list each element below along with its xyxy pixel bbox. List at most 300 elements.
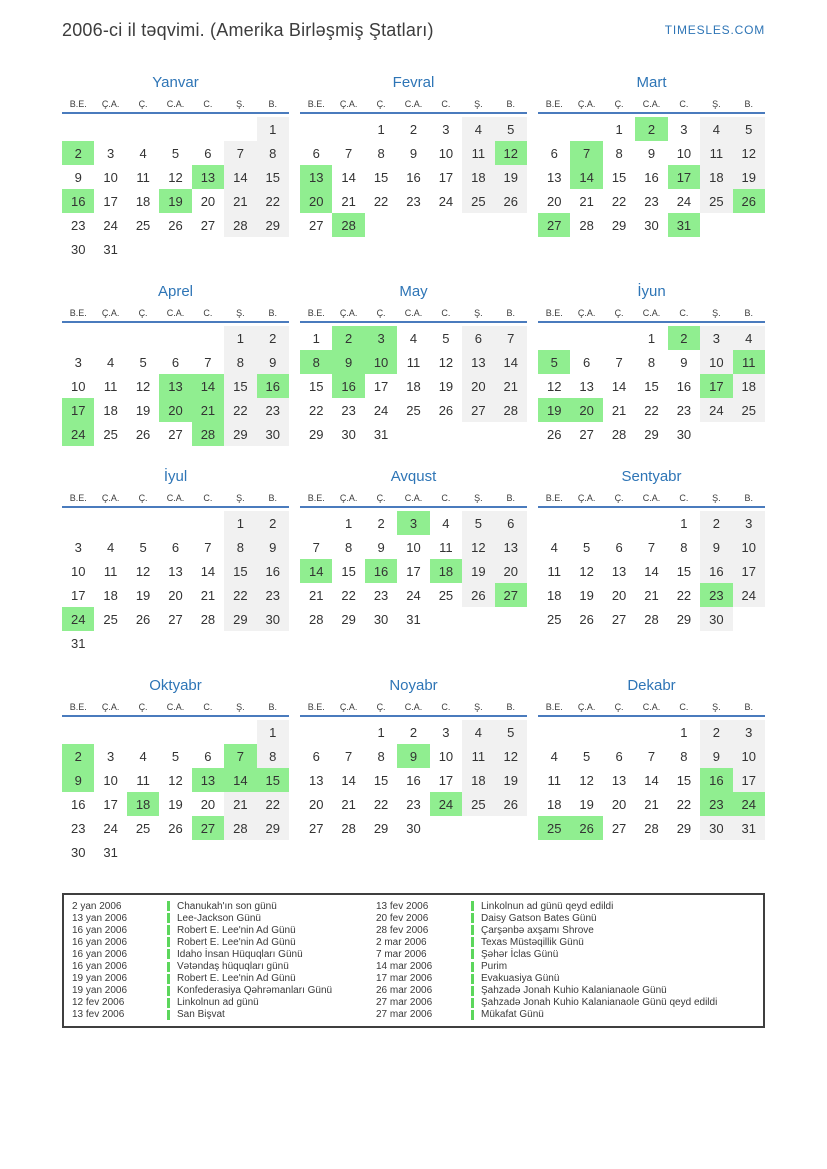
day-cell: 8 [345,539,353,555]
empty-cell [127,511,159,535]
day-cell: 15 [611,169,627,185]
empty-cell [159,326,191,350]
holiday-row [376,900,755,912]
day-cell: 15 [308,378,324,394]
day-cell: 13 [462,350,494,374]
day-cell: 11 [547,772,561,788]
holiday-date: 13 fev 2006 [376,900,429,912]
day-cell: 23 [257,583,289,607]
day-cell: 6 [615,539,623,555]
day-cell: 12 [546,378,562,394]
day-cell: 14 [644,563,659,579]
holiday-date: 20 fev 2006 [376,912,429,924]
day-cell: 20 [462,374,494,398]
day-cell: 12 [733,141,765,165]
day-cell: 2 [332,326,364,350]
holiday-name: Idaho İnsan Hüquqları Günü [177,948,303,960]
day-cell: 10 [733,535,765,559]
day-cell: 28 [192,422,224,446]
day-cell: 18 [406,378,421,394]
day-cell: 5 [733,117,765,141]
day-cell: 8 [647,354,656,370]
day-cell: 2 [62,141,94,165]
day-cell: 5 [495,117,527,141]
holiday-row [376,948,755,960]
holiday-marker-icon [167,986,170,996]
day-cell: 4 [139,145,147,161]
day-cell: 7 [204,539,212,555]
day-cell: 14 [192,374,224,398]
day-cell: 7 [495,326,527,350]
day-cell: 8 [224,350,256,374]
day-cell: 26 [135,426,151,442]
holiday-row [376,924,755,936]
month-days [300,326,527,446]
day-cell: 13 [192,165,224,189]
weekday-label: C.A. [166,99,185,109]
day-cell: 9 [409,145,418,161]
day-cell: 10 [70,378,86,394]
weekday-header-row [62,493,289,508]
empty-cell [159,511,191,535]
day-cell: 21 [495,374,527,398]
day-cell: 26 [495,792,527,816]
weekday-label: B. [506,308,516,318]
day-cell: 9 [257,535,289,559]
weekday-label: C. [441,702,451,712]
day-cell: 9 [257,350,289,374]
day-cell: 1 [224,511,256,535]
day-cell: 13 [192,768,224,792]
empty-cell [224,117,256,141]
holiday-row [72,997,372,1009]
day-cell: 1 [377,121,385,137]
day-cell: 4 [409,330,418,346]
day-cell: 7 [224,744,256,768]
weekday-label: Ç.A. [577,702,596,712]
day-cell: 1 [312,330,320,346]
day-cell: 20 [611,587,627,603]
weekday-label: C.A. [404,99,423,109]
weekday-label: Ş. [474,308,483,318]
month-5 [300,283,527,446]
day-cell: 13 [308,772,324,788]
day-cell: 11 [462,744,494,768]
day-cell: 2 [62,744,94,768]
weekday-label: Ş. [236,702,245,712]
day-cell: 21 [611,402,627,418]
day-cell: 26 [168,820,183,836]
weekday-label: Ç. [138,702,148,712]
holiday-name: Çarşənbə axşamı Shrove [481,924,594,936]
day-cell: 17 [103,193,118,209]
day-cell: 27 [192,816,224,840]
empty-cell [570,117,602,141]
weekday-label: Ş. [236,99,245,109]
day-cell: 10 [406,539,421,555]
day-cell: 2 [668,326,700,350]
day-cell: 3 [733,511,765,535]
weekday-label: B.E. [307,99,325,109]
holiday-name: Robert E. Lee'nin Ad Günü [177,936,296,948]
holiday-marker-icon [471,962,474,972]
holiday-marker-icon [471,986,474,996]
day-cell: 22 [373,193,389,209]
day-cell: 30 [341,426,356,442]
day-cell: 5 [462,511,494,535]
holiday-name: Chanukah'ın son günü [177,900,277,912]
month-9 [538,468,765,655]
day-cell: 30 [373,611,389,627]
day-cell: 8 [224,535,256,559]
weekday-header-row [300,493,527,508]
day-cell: 5 [583,539,591,555]
day-cell: 3 [442,121,450,137]
holiday-date: 27 mar 2006 [376,997,433,1009]
day-cell: 5 [139,539,147,555]
day-cell: 9 [680,354,688,370]
day-cell: 6 [204,748,212,764]
weekday-label: Ş. [236,493,245,503]
day-cell: 23 [700,792,732,816]
day-cell: 25 [733,398,765,422]
day-cell: 26 [168,217,183,233]
month-2 [300,74,527,261]
day-cell: 6 [462,326,494,350]
day-cell: 13 [546,169,562,185]
day-cell: 2 [409,724,418,740]
empty-cell [192,511,224,535]
day-cell: 17 [103,796,118,812]
day-cell: 10 [676,145,692,161]
empty-cell [603,326,635,350]
day-cell: 1 [345,515,353,531]
day-cell: 1 [615,121,623,137]
day-cell: 9 [332,350,364,374]
empty-cell [332,117,364,141]
day-cell: 22 [373,796,389,812]
month-title: Noyabr [389,677,438,694]
weekday-label: C. [679,702,689,712]
day-cell: 26 [495,189,527,213]
day-cell: 25 [103,426,118,442]
day-cell: 29 [224,422,256,446]
holiday-date: 27 mar 2006 [376,1009,433,1021]
day-cell: 19 [135,402,151,418]
holiday-date: 2 yan 2006 [72,900,122,912]
day-cell: 20 [611,796,627,812]
day-cell: 4 [139,748,147,764]
day-cell: 25 [462,189,494,213]
day-cell: 21 [644,587,659,603]
holiday-row [72,973,372,985]
day-cell: 6 [495,511,527,535]
day-cell: 11 [700,141,732,165]
month-title: Oktyabr [149,677,202,694]
day-cell: 16 [700,559,732,583]
day-cell: 20 [200,796,216,812]
day-cell: 19 [159,189,191,213]
holiday-marker-icon [167,901,170,911]
empty-cell [127,326,159,350]
month-days [62,720,289,864]
day-cell: 31 [733,816,765,840]
holiday-name: Evakuasiya Günü [481,973,560,985]
day-cell: 8 [300,350,332,374]
holiday-marker-icon [167,937,170,947]
day-cell: 30 [70,844,86,860]
day-cell: 23 [676,402,692,418]
day-cell: 28 [579,217,594,233]
month-days [538,511,765,631]
holiday-date: 26 mar 2006 [376,985,433,997]
holiday-date: 2 mar 2006 [376,936,427,948]
day-cell: 30 [406,820,421,836]
day-cell: 24 [62,422,94,446]
day-cell: 12 [579,772,594,788]
holiday-marker-icon [471,937,474,947]
holiday-marker-icon [471,913,474,923]
day-cell: 19 [438,378,454,394]
month-days [538,117,765,237]
day-cell: 18 [127,792,159,816]
day-cell: 23 [70,217,86,233]
day-cell: 30 [70,241,86,257]
day-cell: 11 [136,169,150,185]
day-cell: 16 [257,374,289,398]
day-cell: 5 [171,145,180,161]
holiday-row [72,912,372,924]
month-11 [300,677,527,864]
empty-cell [570,326,602,350]
empty-cell [538,117,570,141]
day-cell: 22 [676,796,692,812]
day-cell: 15 [257,768,289,792]
day-cell: 7 [570,141,602,165]
month-title: Mart [636,74,667,91]
day-cell: 16 [406,772,421,788]
day-cell: 9 [647,145,656,161]
holiday-marker-icon [167,913,170,923]
empty-cell [570,511,602,535]
day-cell: 12 [168,169,183,185]
holiday-name: Linkolnun ad günü qeyd edildi [481,900,614,912]
weekday-label: Ç.A. [339,99,358,109]
empty-cell [538,511,570,535]
day-cell: 14 [224,165,256,189]
day-cell: 3 [74,354,82,370]
weekday-label: B.E. [545,493,563,503]
weekday-label: C. [679,493,689,503]
day-cell: 15 [676,772,692,788]
day-cell: 22 [341,587,356,603]
day-cell: 28 [224,816,256,840]
day-cell: 29 [373,820,389,836]
day-cell: 12 [495,744,527,768]
holiday-marker-icon [471,925,474,935]
day-cell: 3 [442,724,450,740]
holiday-date: 19 yan 2006 [72,985,128,997]
day-cell: 13 [159,374,191,398]
day-cell: 23 [373,587,389,603]
weekday-label: Ş. [712,99,721,109]
day-cell: 15 [224,374,256,398]
day-cell: 20 [570,398,602,422]
weekday-header-row [62,702,289,717]
day-cell: 22 [676,587,692,603]
weekday-label: B. [744,99,754,109]
day-cell: 14 [644,772,659,788]
month-12 [538,677,765,864]
holiday-name: Linkolnun ad günü [177,997,259,1009]
empty-cell [159,117,191,141]
day-cell: 3 [365,326,397,350]
day-cell: 13 [611,563,627,579]
day-cell: 6 [204,145,212,161]
day-cell: 10 [103,772,118,788]
weekday-label: Ç.A. [101,308,120,318]
weekday-label: C. [203,702,213,712]
day-cell: 29 [341,611,356,627]
day-cell: 20 [159,398,191,422]
day-cell: 20 [300,189,332,213]
weekday-header-row [538,99,765,114]
day-cell: 13 [611,772,627,788]
site-link[interactable]: TIMESLES.COM [664,23,765,37]
empty-cell [603,511,635,535]
month-8 [300,468,527,655]
weekday-label: C.A. [166,308,185,318]
day-cell: 29 [676,820,692,836]
holiday-name: Vətəndaş hüquqları günü [177,961,289,973]
day-cell: 14 [341,772,356,788]
day-cell: 9 [74,169,82,185]
empty-cell [94,117,126,141]
weekday-label: B.E. [545,308,563,318]
holiday-name: San Bişvat [177,1009,225,1021]
weekday-label: Ş. [712,308,721,318]
day-cell: 16 [700,768,732,792]
holiday-name: Texas Müstəqillik Günü [481,936,584,948]
day-cell: 16 [644,169,659,185]
weekday-label: Ç. [614,702,624,712]
day-cell: 3 [74,539,82,555]
day-cell: 22 [257,792,289,816]
day-cell: 17 [733,559,765,583]
empty-cell [62,326,94,350]
weekday-label: Ç.A. [339,493,358,503]
day-cell: 18 [546,587,562,603]
weekday-label: C. [203,493,213,503]
weekday-header-row [538,308,765,323]
day-cell: 1 [257,720,289,744]
holiday-row [72,985,372,997]
day-cell: 28 [611,426,627,442]
month-days [62,326,289,446]
day-cell: 27 [462,398,494,422]
day-cell: 18 [546,796,562,812]
day-cell: 4 [550,748,558,764]
day-cell: 11 [547,563,561,579]
day-cell: 24 [406,587,421,603]
holiday-marker-icon [167,962,170,972]
day-cell: 19 [538,398,570,422]
day-cell: 12 [495,141,527,165]
month-title: İyul [163,468,188,485]
holiday-row [72,1009,372,1021]
weekday-label: Ş. [712,493,721,503]
day-cell: 25 [538,816,570,840]
day-cell: 11 [462,141,494,165]
day-cell: 12 [168,772,183,788]
day-cell: 1 [647,330,656,346]
day-cell: 8 [615,145,623,161]
day-cell: 24 [373,402,389,418]
holiday-date: 14 mar 2006 [376,961,433,973]
day-cell: 28 [224,213,256,237]
empty-cell [127,720,159,744]
holiday-date: 16 yan 2006 [72,936,128,948]
weekday-label: C.A. [166,493,185,503]
day-cell: 11 [406,354,421,370]
weekday-header-row [300,308,527,323]
day-cell: 5 [171,748,180,764]
weekday-label: B.E. [545,99,563,109]
day-cell: 11 [439,539,453,555]
month-days [538,326,765,446]
empty-cell [94,511,126,535]
day-cell: 22 [224,398,256,422]
day-cell: 6 [583,354,591,370]
month-title: İyun [637,283,666,300]
day-cell: 4 [462,117,494,141]
month-title: Sentyabr [621,468,682,485]
day-cell: 11 [103,378,118,394]
day-cell: 14 [300,559,332,583]
day-cell: 18 [700,165,732,189]
weekday-label: Ç.A. [101,99,120,109]
month-7 [62,468,289,655]
day-cell: 2 [257,511,289,535]
holiday-row [376,912,755,924]
day-cell: 28 [341,820,356,836]
day-cell: 7 [224,141,256,165]
day-cell: 31 [668,213,700,237]
holiday-row [376,961,755,973]
empty-cell [62,117,94,141]
day-cell: 25 [406,402,421,418]
day-cell: 15 [676,563,692,579]
weekday-label: Ç. [376,493,386,503]
page-header [62,20,765,41]
day-cell: 2 [635,117,667,141]
day-cell: 5 [495,720,527,744]
day-cell: 21 [308,587,324,603]
day-cell: 21 [341,796,356,812]
day-cell: 6 [312,748,320,764]
day-cell: 2 [700,720,732,744]
day-cell: 30 [257,607,289,631]
day-cell: 14 [224,768,256,792]
holiday-date: 28 fev 2006 [376,924,429,936]
day-cell: 24 [62,607,94,631]
holiday-name: Robert E. Lee'nin Ad Günü [177,924,296,936]
day-cell: 12 [462,535,494,559]
weekday-label: Ç.A. [577,493,596,503]
day-cell: 29 [257,816,289,840]
day-cell: 23 [257,398,289,422]
day-cell: 10 [733,744,765,768]
